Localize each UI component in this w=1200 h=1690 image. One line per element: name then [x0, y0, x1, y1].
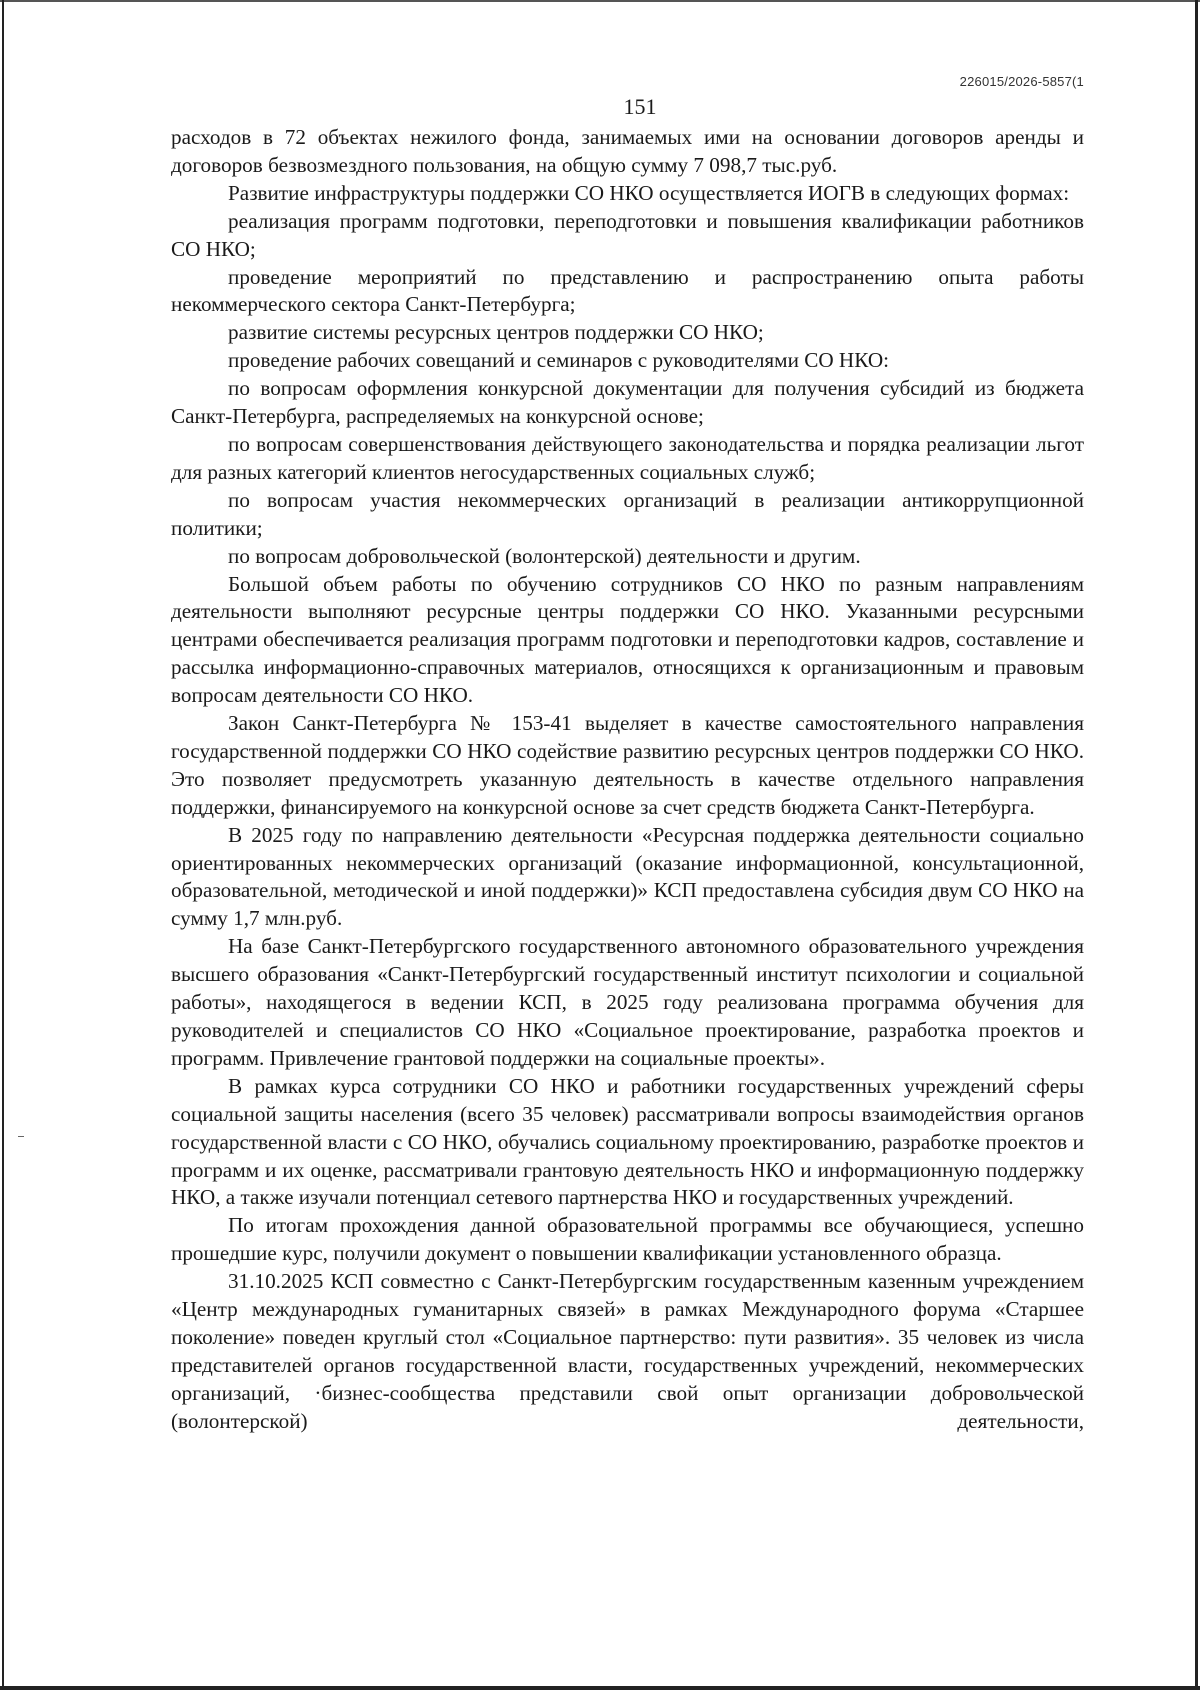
paragraph-1: расходов в 72 объектах нежилого фонда, занимаемых ими на основании договоров аренды и договоров безвозмездного пользования, на общую сумму 7 098,7 тыс.руб.: [171, 125, 1084, 177]
scan-edge-bottom: [0, 1686, 1200, 1690]
paragraph-4: проведение мероприятий по представлению и распространению опыта работы некоммерческого сектора Санкт-Петербурга;: [171, 264, 1084, 317]
scan-edge-top: [0, 0, 1200, 2]
paragraph-15: В рамках курса сотрудники СО НКО и работники государственных учреждений сферы социальной защиты населения (всего 35 человек) рассматривали вопросы взаимодействия органов государственной власти с СО НКО, обучались социальному проектированию, разработке проектов и программ и их оценке, рассматривали грантовую деятельность НКО и информационную поддержку НКО, а также изучали потенциал сетевого партнерства НКО и государственных учреждений.: [171, 1073, 1084, 1210]
page-number: 151: [623, 94, 657, 119]
paragraph-7: по вопросам оформления конкурсной документации для получения субсидий из бюджета Санкт-Петербурга, распределяемых на конкурсной основе;: [171, 376, 1084, 429]
paragraph-12: Закон Санкт-Петербурга № 153-41 выделяет в качестве самостоятельного направления государственной поддержки СО НКО содействие развитию ресурсных центров поддержки СО НКО. Это позволяет предусмотреть указанную деятельность в качестве отдельного направления поддержки, финансируемого на конкурсной основе за счет средств бюджета Санкт-Петербурга.: [171, 711, 1084, 819]
document-body: [171, 124, 1084, 1436]
paragraph-3: реализация программ подготовки, переподготовки и повышения квалификации работников СО НКО;: [171, 208, 1084, 261]
paragraph-5: развитие системы ресурсных центров поддержки СО НКО;: [228, 320, 764, 345]
margin-mark: [18, 1136, 24, 1137]
paragraph-16: По итогам прохождения данной образовательной программы все обучающиеся, успешно прошедшие курс, получили документ о повышении квалификации установленного образца.: [171, 1213, 1084, 1266]
paragraph-2: Развитие инфраструктуры поддержки СО НКО осуществляется ИОГВ в следующих формах:: [228, 180, 1070, 205]
paragraph-9: по вопросам участия некоммерческих организаций в реализации антикоррупционной политики;: [171, 487, 1084, 540]
paragraph-11: Большой объем работы по обучению сотрудников СО НКО по разным направлениям деятельности выполняют ресурсные центры поддержки СО НКО. Указанными ресурсными центрами обеспечивается реализация программ подготовки и переподготовки кадров, составление и рассылка информационно-справочных материалов, относящихся к организационным и правовым вопросам деятельности СО НКО.: [171, 571, 1084, 708]
paragraph-14: На базе Санкт-Петербургского государственного автономного образовательного учреждения высшего образования «Санкт-Петербургский государственный институт психологии и социальной работы», находящегося в ведении КСП, в 2025 году реализована программа обучения для руководителей и специалистов СО НКО «Социальное проектирование, разработка проектов и программ. Привлечение грантовой поддержки на социальные проекты».: [171, 934, 1084, 1070]
scan-edge-right: [1195, 0, 1198, 1690]
paragraph-10: по вопросам добровольческой (волонтерской) деятельности и другим.: [228, 543, 861, 568]
paragraph-8: по вопросам совершенствования действующего законодательства и порядка реализации льгот для разных категорий клиентов негосударственных социальных служб;: [171, 431, 1084, 484]
paragraph-17: 31.10.2025 КСП совместно с Санкт-Петербургским государственным казенным учреждением «Центр международных гуманитарных связей» в рамках Международного форума «Старшее поколение» поведен круглый стол «Социальное партнерство: пути развития». 35 человек из числа представителей органов государственной власти, государственных учреждений, некоммерческих организаций, ·бизнес-сообщества представили свой опыт организации добровольческой (волонтерской) деятельности,: [171, 1269, 1084, 1433]
document-id: 226015/2026-5857(1: [959, 74, 1084, 89]
paragraph-6: проведение рабочих совещаний и семинаров с руководителями СО НКО:: [228, 348, 890, 373]
scan-edge-left: [2, 0, 4, 1690]
paragraph-13: В 2025 году по направлению деятельности «Ресурсная поддержка деятельности социально ориентированных некоммерческих организаций (оказание информационной, консультационной, образовательной, методической и иной поддержки)» КСП предоставлена субсидия двум СО НКО на сумму 1,7 млн.руб.: [171, 822, 1084, 931]
